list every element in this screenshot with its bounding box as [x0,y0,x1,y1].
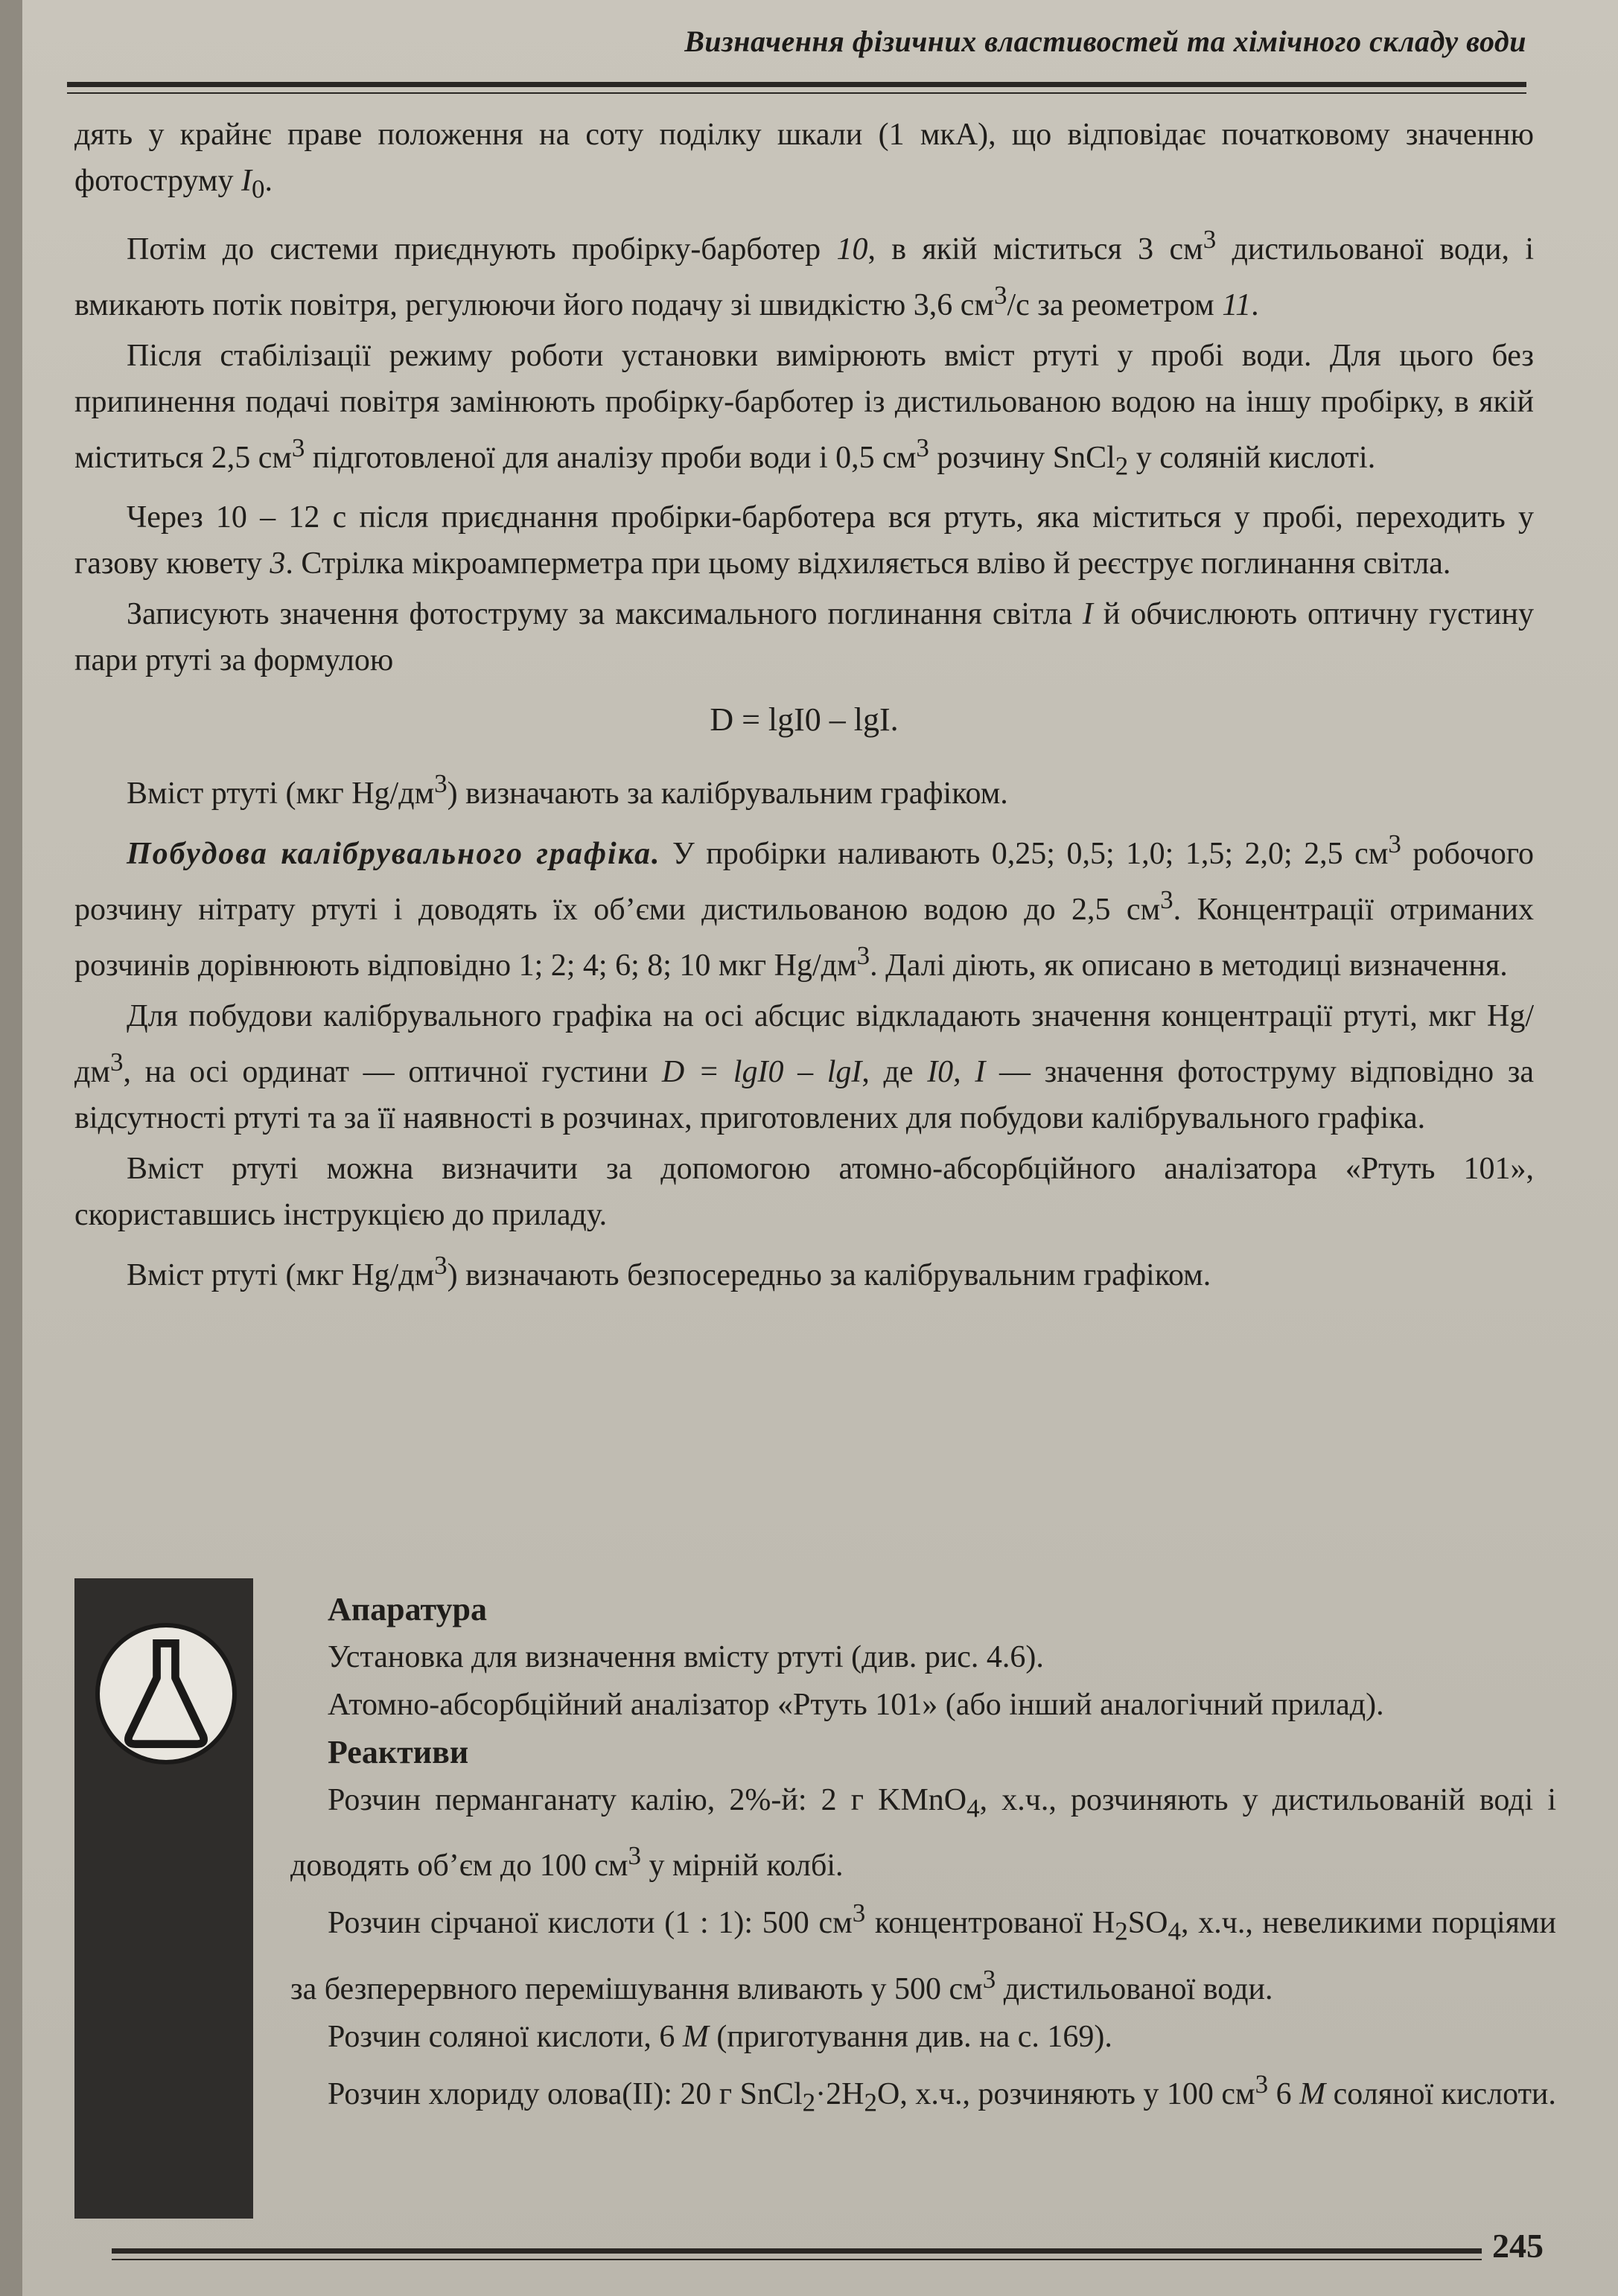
superscript: 3 [993,281,1007,310]
text: . [264,164,273,198]
text: ) визначають безпосередньо за калібрувальним графіком. [447,1257,1211,1292]
paragraph-3 [74,333,1534,489]
formula: D = lgI0 – lgI. [710,701,899,738]
text: Через 10 – 12 с після приєднання пробірки-барботера вся ртуть, яка міститься у пробі, переходить у газову кювету [74,500,1534,581]
superscript: 3 [109,1047,124,1077]
superscript: 3 [852,1898,866,1928]
molar-unit: М [1299,2076,1326,2111]
inline-formula: D = lgI0 – lgI [661,1054,862,1089]
reagent-item [290,1890,1556,2012]
paragraph-2 [74,217,1534,328]
superscript: 3 [628,1841,641,1871]
header-rule [67,82,1526,87]
reagent-item [290,2061,1556,2126]
apparatus-item: Установка для визначення вмісту ртуті (див. рис. 4.6). [328,1640,1044,1674]
subscript: 2 [802,2088,816,2117]
text: Записують значення фотоструму за максимального поглинання світла [127,596,1083,631]
text: — значення фотоструму відповідно за відсутності ртуті та за її наявності в розчинах, приготовлених для побудови калібрувального графіка. [74,1054,1534,1135]
text: . Концентрації отриманих розчинів дорівнюють відповідно 1; 2; 4; 6; 8; 10 мкг Hg/дм [74,892,1534,983]
apparatus-item: Атомно-абсорбційний аналізатор «Ртуть 101» (або інший аналогічний прилад). [328,1688,1384,1722]
text: O, х.ч., розчиняють у 100 см [876,2076,1255,2111]
text: , на осі ординат — оптичної густини [123,1054,662,1089]
reagents-heading: Реактиви [328,1734,469,1770]
paragraph-9: Вміст ртуті можна визначити за допомогою атомно-абсорбційного аналізатора «Ртуть 101», скориставшись інструкцією до приладу. [74,1151,1534,1232]
figure-ref: 11 [1222,288,1252,323]
text: , х.ч., розчиняють у дистильованій воді і доводять об’єм до 100 см [290,1783,1556,1884]
running-header [67,10,1526,115]
superscript: 3 [916,433,929,463]
text: /с за реометром [1007,288,1223,323]
paragraph-8 [74,993,1534,1141]
inline-variables: I0, I [927,1054,986,1089]
paragraph-7 [74,821,1534,989]
subscript: 4 [1168,1916,1181,1946]
text: підготовленої для аналізу проби води і 0,5 см [305,441,917,476]
text: Після стабілізації режиму роботи установки вимірюють вміст ртуті у пробі води. Для цього без припинення подачі повітря замінюють пробірку-барботер із дистильованою водою на іншу пробірку, в якій міститься 2,5 см [74,339,1534,476]
superscript: 3 [856,940,870,970]
apparatus-sidebar [74,1578,253,2219]
section-lead: Побудова калібрувального графіка. [127,836,661,871]
text: . Далі діють, як описано в методиці визначення. [870,948,1508,983]
reagent-item [290,1776,1556,1890]
apparatus-section [290,1586,1556,2126]
text: Розчин хлориду олова(II): 20 г SnCl [328,2076,803,2111]
footer-rule [112,2248,1482,2254]
text: концентрованої H [865,1906,1115,1941]
superscript: 3 [1255,2069,1269,2099]
text: ) визначають за калібрувальним графіком. [447,776,1008,811]
paragraph-1 [74,112,1534,212]
text: дистильованої води, і вмикають потік повітря, регулюючи його подачу зі швидкістю 3,6 см [74,232,1534,323]
text: соляної кислоти. [1325,2076,1556,2111]
subscript: 2 [864,2088,877,2117]
superscript: 3 [291,433,305,463]
figure-ref: 10 [836,232,868,267]
superscript: 3 [1388,829,1401,858]
text: Розчин соляної кислоти, 6 [328,2019,683,2054]
reagent-item [290,2013,1556,2061]
text: 6 [1268,2076,1300,2111]
text: дять у крайнє праве положення на соту поділку шкали (1 мкА), що відповідає початковому значенню фотоструму [74,118,1534,198]
text: розчину SnCl [929,441,1115,476]
subscript: 2 [1115,451,1129,481]
superscript: 3 [1203,225,1217,255]
text: , в якій міститься 3 см [867,232,1203,267]
variable: I [241,164,252,198]
text: Розчин сірчаної кислоти (1 : 1): 500 см [328,1906,853,1941]
text: Розчин перманганату калію, 2%-й: 2 г KMnO [328,1783,967,1817]
variable: I [1082,596,1093,631]
superscript: 3 [982,1964,996,1994]
main-text [74,112,1534,1303]
text: . [1251,288,1259,323]
text: SO [1127,1906,1168,1941]
book-page [22,0,1618,2296]
text: у мірній колбі. [640,1849,844,1884]
text: У пробірки наливають 0,25; 0,5; 1,0; 1,5; 2,0; 2,5 см [660,836,1389,871]
superscript: 3 [434,1250,448,1280]
paragraph-5 [74,591,1534,683]
text: Вміст ртуті (мкг Hg/дм [127,776,435,811]
text: робочого розчину нітрату ртуті і доводять їх об’єми дистильованою водою до 2,5 см [74,836,1534,927]
text: . Стрілка мікроамперметра при цьому відхиляється вліво й реєструє поглинання світла. [285,546,1451,581]
apparatus-heading: Апаратура [328,1591,487,1627]
header-title: Визначення фізичних властивостей та хімічного складу води [684,25,1526,58]
text: Вміст ртуті (мкг Hg/дм [127,1257,435,1292]
page-number: 245 [1492,2227,1544,2265]
text: Для побудови калібрувального графіка на осі абсцис відкладають значення концентрації ртуті, мкг Hg/дм [74,998,1534,1089]
flask-icon-graphic [100,1627,232,1760]
text: (приготування див. на с. 169). [708,2019,1112,2054]
superscript: 3 [434,768,448,798]
text: й обчислюють оптичну густину пари ртуті за формулою [74,596,1534,677]
paragraph-6 [74,761,1534,817]
molar-unit: М [682,2019,709,2054]
flask-icon [95,1623,237,1764]
superscript: 3 [1160,884,1173,914]
text: у соляній кислоті. [1128,441,1376,476]
text: , де [861,1054,928,1089]
subscript: 0 [252,174,265,204]
paragraph-4 [74,494,1534,587]
figure-ref: 3 [270,546,286,581]
text: ·2H [815,2076,864,2111]
paragraph-10 [74,1243,1534,1298]
text: дистильованої води. [996,1971,1273,2006]
footer-rule-thin [112,2259,1482,2260]
text: Потім до системи приєднують пробірку-барботер [127,232,837,267]
subscript: 2 [1115,1916,1128,1946]
subscript: 4 [966,1793,980,1823]
header-rule-thin [67,92,1526,94]
text: , х.ч., невеликими порціями за безперервного перемішування вливають у 500 см [290,1906,1556,2006]
